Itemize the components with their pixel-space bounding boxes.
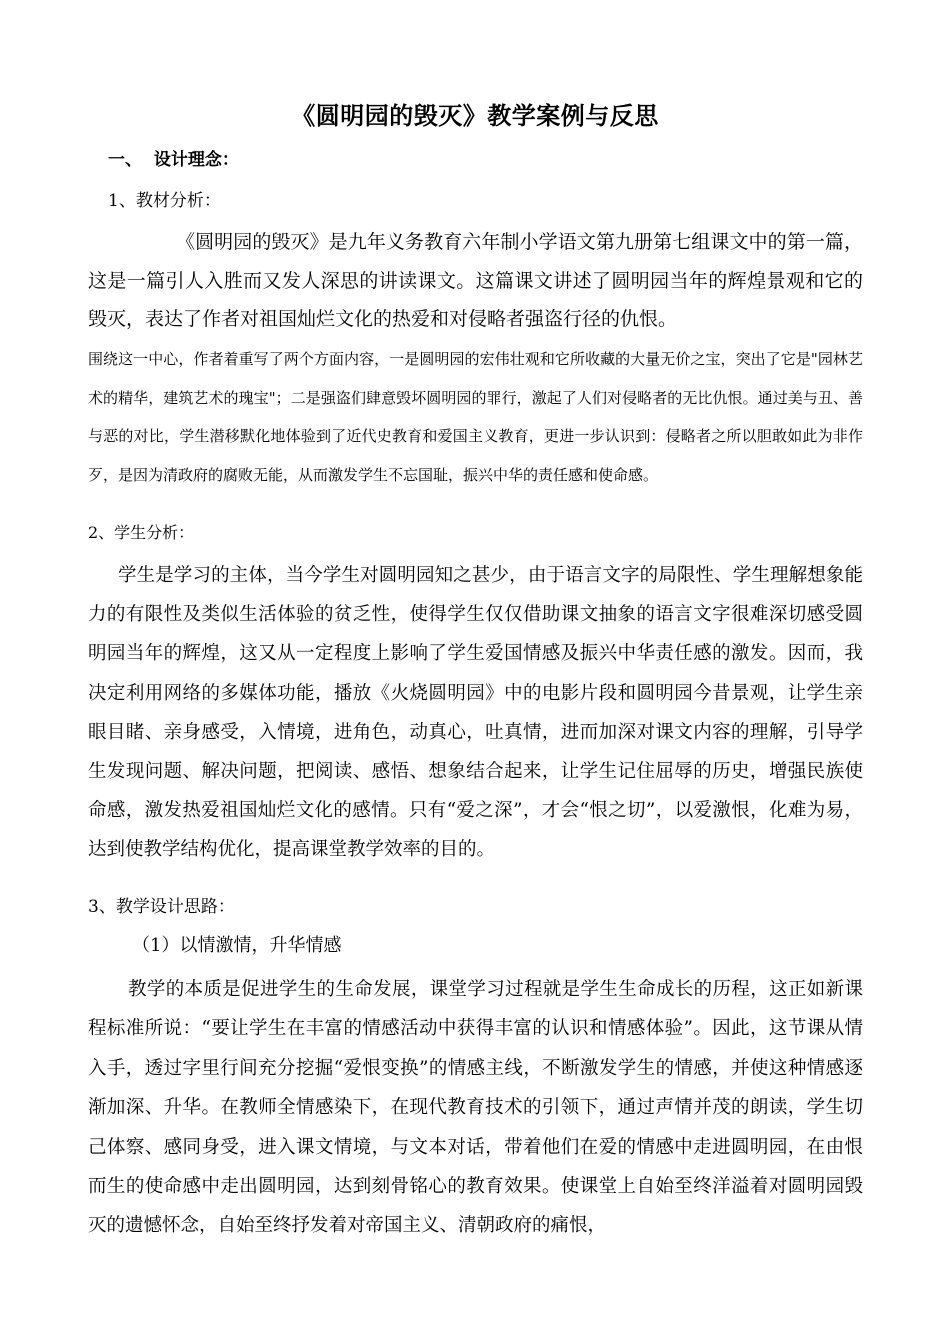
paragraph-textbook-analysis-part1: 《圆明园的毁灭》是九年义务教育六年制小学语文第九册第七组课文中的第一篇，这是一篇引人入胜而又发人深思的讲读课文。这篇课文讲述了圆明园当年的辉煌景观和它的毁灭，表达了作者对祖国灿烂文化的热爱和对侵略者强盗行径的仇恨。 — [88, 231, 863, 330]
subheading-student-analysis: 2、学生分析： — [88, 523, 195, 542]
paragraph-emotion-design: 教学的本质是促进学生的生命发展，课堂学习过程就是学生生命成长的历程，这正如新课程标准所说：“要让学生在丰富的情感活动中获得丰富的认识和情感体验”。因此，这节课从情入手，透过字里行间充分挖掘“爱恨变换”的情感主线，不断激发学生的情感，并使这种情感逐渐加深、升华。在教师全情感染下，在现代教育技术的引领下，通过声情并茂的朗读，学生切己体察、感同身受，进入课文情境，与文本对话，带着他们在爱的情感中走进圆明园，在由恨而生的使命感中走出圆明园，达到刻骨铭心的教育效果。使课堂上自始至终洋溢着对圆明园毁灭的遗憾怀念，自始至终抒发着对帝国主义、清朝政府的痛恨， — [88, 979, 863, 1237]
subheading-textbook-analysis: 1、教材分析： — [108, 191, 221, 211]
paragraph-textbook-analysis-part2: 围绕这一中心，作者着重写了两个方面内容，一是圆明园的宏伟壮观和它所收藏的大量无价之宝，突出了它是"园林艺术的精华，建筑艺术的瑰宝"；二是强盗们肆意毁坏圆明园的罪行，激起了人们对侵略者的无比仇恨。通过美与丑、善与恶的对比，学生潜移默化地体验到了近代史教育和爱国主义教育，更进一步认识到：侵略者之所以胆敢如此为非作歹，是因为清政府的腐败无能，从而激发学生不忘国耻，振兴中华的责任感和使命感。 — [88, 350, 863, 484]
section-heading-design-concept: 一、 设计理念： — [108, 150, 239, 170]
paragraph-student-analysis: 学生是学习的主体，当今学生对圆明园知之甚少，由于语言文字的局限性、学生理解想象能力的有限性及类似生活体验的贫乏性，使得学生仅仅借助课文抽象的语言文字很难深切感受圆明园当年的辉煌，这又从一定程度上影响了学生爱国情感及振兴中华责任感的激发。因而，我决定利用网络的多媒体功能，播放《火烧圆明园》中的电影片段和圆明园今昔景观，让学生亲眼目睹、亲身感受，入情境，进角色，动真心，吐真情，进而加深对课文内容的理解，引导学生发现问题、解决问题，把阅读、感悟、想象结合起来，让学生记住屈辱的历史，增强民族使命感，激发热爱祖国灿烂文化的感情。只有“爱之深”，才会“恨之切”，以爱激恨，化难为易，达到使教学结构优化，提高课堂教学效率的目的。 — [88, 565, 863, 861]
document-title: 《圆明园的毁灭》教学案例与反思 — [291, 101, 659, 130]
point-heading-emotion: （1）以情激情，升华情感 — [132, 935, 342, 956]
subheading-design-approach: 3、教学设计思路： — [88, 897, 235, 917]
